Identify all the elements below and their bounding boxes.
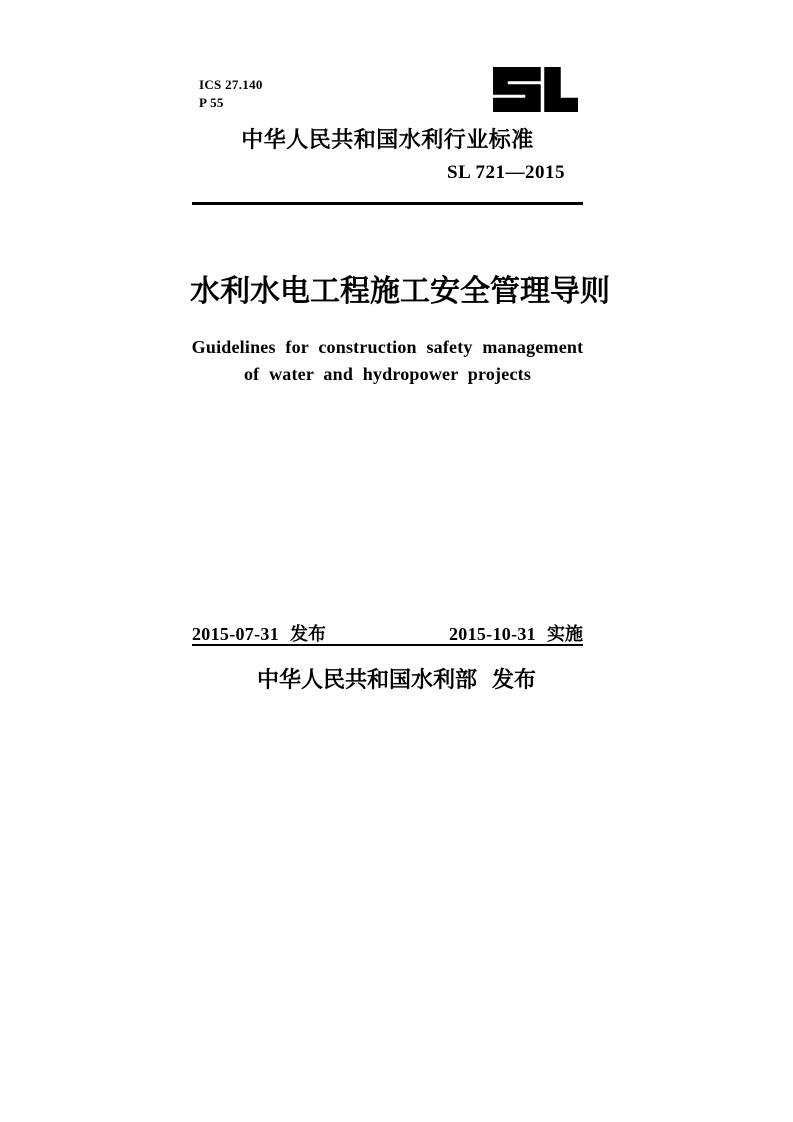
publisher-name: 中华人民共和国水利部 — [256, 667, 477, 692]
date-row — [192, 620, 583, 646]
logo-letter-l — [545, 68, 578, 112]
sl-standard-logo — [493, 67, 578, 112]
issue-date-group — [192, 620, 326, 646]
implement-date-label: 实施 — [547, 624, 583, 644]
ics-code: ICS 27.140 — [199, 77, 263, 92]
standard-type-heading: 中华人民共和国水利行业标准 — [241, 127, 534, 152]
implement-date: 2015-10-31 — [448, 624, 536, 644]
document-title-english-line1: Guidelines for construction safety management — [191, 337, 584, 357]
standard-number: SL 721—2015 — [447, 162, 565, 183]
issue-date: 2015-07-31 — [192, 624, 279, 644]
document-title-chinese: 水利水电工程施工安全管理导则 — [190, 275, 610, 308]
implement-date-group — [449, 620, 583, 646]
footer-divider-rule — [192, 644, 583, 646]
classification-code: P 55 — [199, 95, 224, 110]
logo-letter-s — [493, 68, 540, 112]
publisher-action: 发布 — [492, 667, 537, 692]
header-divider-rule — [192, 202, 583, 205]
document-title-english-line2: of water and hydropower projects — [243, 364, 532, 384]
publisher-row — [0, 663, 793, 694]
issue-date-label: 发布 — [290, 624, 327, 644]
